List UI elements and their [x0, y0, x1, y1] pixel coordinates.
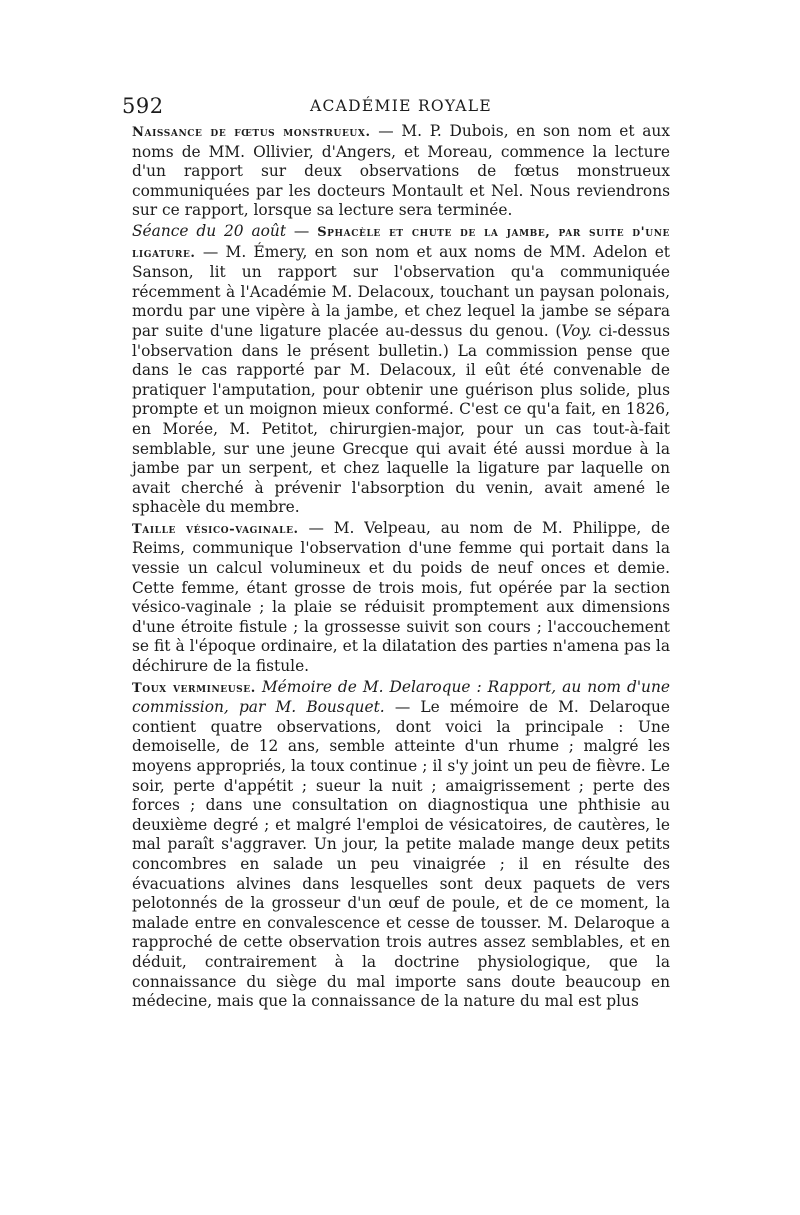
paragraph-taille	[132, 519, 670, 677]
paragraph-text: — M. Émery, en son nom et aux noms de MM. Adelon et Sanson, lit un rapport sur l'observation qu'a communiquée récemment à l'Académie M. Delacoux, touchant un paysan polonais, mordu par une vipère à la jambe, et chez lequel la jambe se sépara par suite d'une ligature placée au-dessus du genou. (	[132, 242, 670, 340]
paragraph-naissance	[132, 122, 670, 221]
paragraph-toux	[132, 678, 670, 1012]
paragraph-text-continued: ci-dessus l'observation dans le présent bulletin.) La commission pense que dans le cas rapporté par M. Delacoux, il eût été convenable de pratiquer l'amputation, pour obtenir une guérison plus solide, plus prompte et un moignon mieux conformé. C'est ce qu'a fait, en 1826, en Morée, M. Petitot, chirurgien-major, pour un cas tout-à-fait semblable, sur une jeune Grecque qui avait été aussi mordue à la jambe par un serpent, et chez laquelle la ligature par laquelle on avait cherché à prévenir l'absorption du venin, avait amené le sphacèle du membre.	[132, 321, 671, 517]
memoire-title: Mémoire de M. Delaroque : Rapport, au nom d'une commission, par M. Bousquet.	[132, 677, 670, 717]
running-head: ACADÉMIE ROYALE	[310, 97, 492, 115]
paragraph-text: — M. Velpeau, au nom de M. Philippe, de Reims, communique l'observation d'une femme qui portait dans la vessie un calcul volumineux et du poids de neuf onces et demie. Cette femme, étant grosse de trois mois, fut opérée par la section vésico-vaginale ; la plaie se réduisit promptement aux dimensions d'une étroite fistule ; la grossesse suivit son cours ; l'accouchement se fit à l'époque ordinaire, et la dilatation des parties n'amena pas la déchirure de la fistule.	[132, 518, 670, 676]
session-date: Séance du 20 août	[132, 221, 287, 240]
section-title: Taille vésico-vaginale.	[132, 521, 299, 537]
paragraph-text: — M. P. Dubois, en son nom et aux noms de MM. Ollivier, d'Angers, et Moreau, commence la lecture d'un rapport sur deux observations de fœtus monstrueux communiquées par les docteurs Montault et Nel. Nous reviendrons sur ce rapport, lorsque sa lecture sera terminée.	[132, 122, 670, 220]
section-title: Naissance de fœtus monstrueux.	[132, 125, 371, 140]
reference-abbrev: Voy.	[561, 321, 592, 340]
body-text	[132, 122, 670, 1012]
page-number: 592	[122, 94, 164, 118]
document-page	[122, 88, 671, 1012]
section-title: Sphacèle et chute de la jambe, par suite d'une ligature.	[132, 224, 671, 261]
paragraph-text: — Le mémoire de M. Delaroque contient quatre observations, dont voici la principale : Une demoiselle, de 12 ans, semble atteinte d'un rhume ; malgré les moyens appropriés, la toux continue ; il s'y joint un peu de fièvre. Le soir, perte d'appétit ; sueur la nuit ; amaigrissement ; perte des forces ; dans une consultation on diagnostiqua une phthisie au deuxième degré ; et malgré l'emploi de vésicatoires, de cautères, le mal paraît s'aggraver. Un jour, la petite malade mange deux petits concombres en salade un peu vinaigrée ; il en résulte des évacuations alvines dans lesquelles sont deux paquets de vers pelotonnés de la grosseur d'un œuf de poule, et de ce moment, la malade entre en convalescence et cesse de tousser. M. Delaroque a rapproché de cette observation trois autres assez semblables, et en déduit, contrairement à la doctrine physiologique, que la connaissance du siège du mal importe sans doute beaucoup en médecine, mais que la connaissance de la nature du mal est plus	[132, 698, 670, 1011]
section-title: Toux vermineuse.	[132, 680, 256, 696]
paragraph-sphacele: Séance du 20 août — Sphacèle et chute de la jambe, par suite d'une ligature. — M. Émery, en son nom et aux noms de MM. Adelon et Sanson, lit un rapport sur l'observation qu'a communiquée récemment à l'Académie M. Delacoux, touchant un paysan polonais, mordu par une vipère à la jambe, et chez lequel la jambe se sépara par suite d'une ligature placée au-dessus du genou. (Voy. ci-dessus l'observation dans le présent bulletin.) La commission pense que dans le cas rapporté par M. Delacoux, il eût été convenable de pratiquer l'amputation, pour obtenir une guérison plus solide, plus prompte et un moignon mieux conformé. C'est ce qu'a fait, en 1826, en Morée, M. Petitot, chirurgien-major, pour un cas tout-à-fait semblable, sur une jeune Grecque qui avait été aussi mordue à la jambe par un serpent, et chez laquelle la ligature par laquelle on avait cherché à prévenir l'absorption du venin, avait amené le sphacèle du membre.	[132, 221, 671, 517]
page-header	[122, 88, 670, 122]
